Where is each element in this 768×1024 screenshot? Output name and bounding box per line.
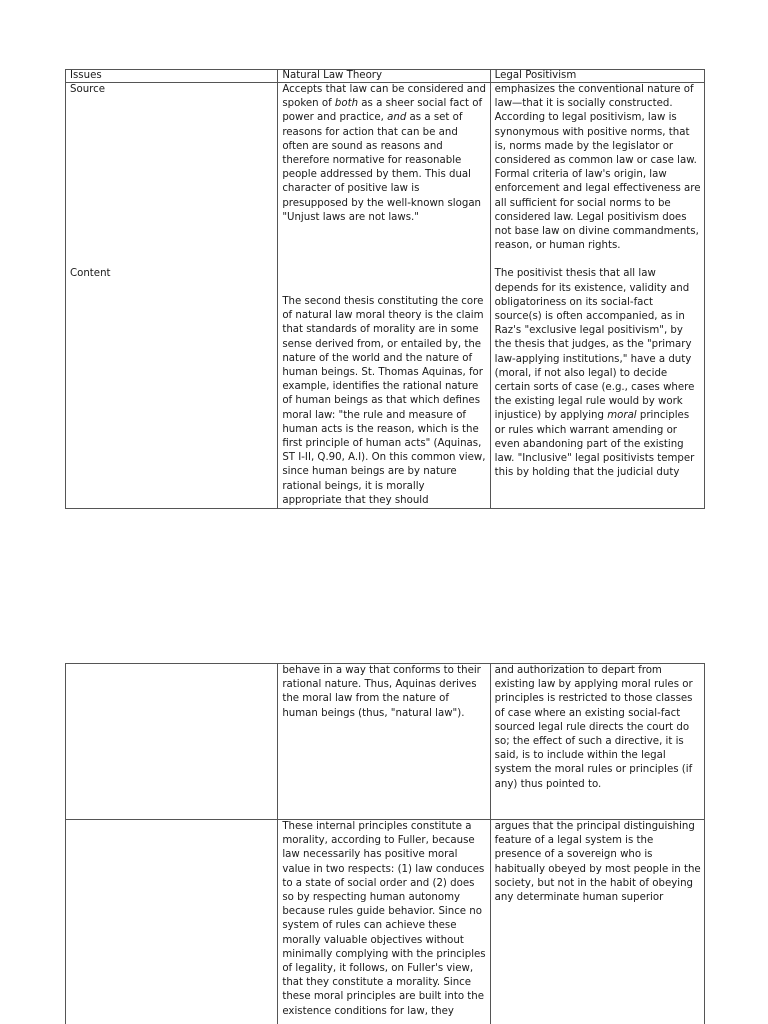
issues-cell: [66, 83, 278, 509]
header-natural-law-theory: Natural Law Theory: [278, 70, 490, 83]
natural-law-cell: behave in a way that conforms to their rational nature. Thus, Aquinas derives the moral law from the nature of human beings (thus, "natural law").: [278, 664, 490, 820]
comparison-table-2: [65, 663, 705, 1024]
natural-law-cell: [278, 83, 490, 509]
header-issues: Issues: [66, 70, 278, 83]
table-row: [66, 820, 705, 1024]
legal-positivism-cell: argues that the principal distinguishing feature of a legal system is the presence of a sovereign who is habitually obeyed by most people in the society, but not in the habit of obeying any determinate human superior: [490, 820, 704, 1024]
header-row: [66, 70, 705, 83]
issues-cell: [66, 820, 278, 1024]
natural-law-source-text: Accepts that law can be considered and spoken of both as a sheer social fact of power and practice, and as a set of reasons for action that can be and often are sound as reasons and therefore normative for reasonable people addressed by them. This dual character of positive law is presupposed by the well-known slogan "Unjust laws are not laws.": [282, 84, 486, 223]
table-row: [66, 664, 705, 820]
legal-positivism-content-text: The positivist thesis that all law depends for its existence, validity and obligatoriness on its social-fact source(s) is often accompanied, as in Raz's "exclusive legal positivism", by the thesis that judges, as the "primary law-applying institutions," have a duty (moral, if not also legal) to decide certain sorts of case (e.g., cases where the existing legal rule would by work injustice) by applying moral principles or rules which warrant amending or even abandoning part of the existing law. "Inclusive" legal positivists temper this by holding that the judicial duty: [494, 268, 695, 479]
issue-label-source: Source: [70, 84, 105, 95]
issues-cell: [66, 664, 278, 820]
natural-law-cell: These internal principles constitute a morality, according to Fuller, because law necessarily has positive moral value in two respects: (1) law conduces to a state of social order and (2) does so by respecting human autonomy because rules guide behavior. Since no system of rules can achieve these morally valuable objectives without minimally complying with the principles of legality, it follows, on Fuller's view, that they constitute a morality. Since these moral principles are built into the existence conditions for law, they: [278, 820, 490, 1024]
comparison-table-1: [65, 69, 705, 509]
issue-label-content: Content: [70, 268, 111, 279]
legal-positivism-cell: and authorization to depart from existing law by applying moral rules or principles is restricted to those classes of case where an existing social-fact sourced legal rule directs the court do so; the effect of such a directive, it is said, is to include within the legal system the moral rules or principles (if any) thus pointed to.: [490, 664, 704, 820]
table-row: [66, 83, 705, 509]
legal-positivism-cell: [490, 83, 704, 509]
header-legal-positivism: Legal Positivism: [490, 70, 704, 83]
natural-law-content-text: The second thesis constituting the core of natural law moral theory is the claim that standards of morality are in some sense derived from, or entailed by, the nature of the world and the nature of human beings. St. Thomas Aquinas, for example, identifies the rational nature of human beings as that which defines moral law: "the rule and measure of human acts is the reason, which is the first principle of human acts" (Aquinas, ST I-II, Q.90, A.I). On this common view, since human beings are by nature rational beings, it is morally appropriate that they should: [282, 296, 486, 506]
legal-positivism-source-text: emphasizes the conventional nature of law—that it is socially constructed. According to legal positivism, law is synonymous with positive norms, that is, norms made by the legislator or considered as common law or case law. Formal criteria of law's origin, law enforcement and legal effectiveness are all sufficient for social norms to be considered law. Legal positivism does not base law on divine commandments, reason, or human rights.: [494, 84, 701, 252]
